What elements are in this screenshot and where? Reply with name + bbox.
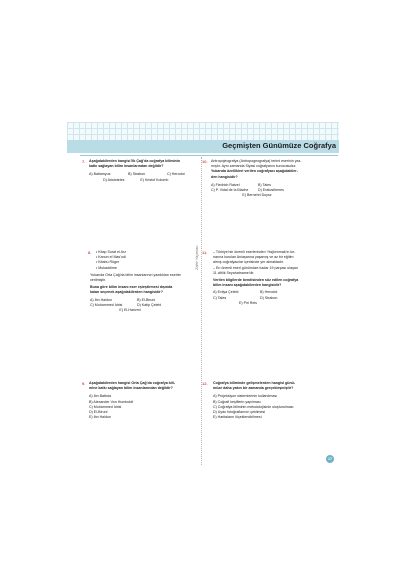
option-e[interactable]: E) El-Harizmi	[119, 308, 141, 313]
question-ask: bilim insanı aşağıdakilerden hangisidir?	[213, 283, 282, 288]
question-stem: Aşağıdakilerden hangisi İlk Çağ’da coğrafya biliminin	[89, 159, 181, 163]
list-item: • Kitap Surat el Arz	[96, 250, 127, 254]
option-a[interactable]: A) İbn Battuta	[89, 394, 111, 399]
question-text: mıştır. Aynı zamanda Siyasi coğrafyanın kurucusudur.	[211, 164, 297, 169]
question-number: 9.	[82, 381, 86, 386]
question-ask: Buna göre bilim insanı eser eşleştirmesi dışında	[90, 285, 173, 290]
question-12	[202, 381, 296, 420]
option-a[interactable]: A) Projeksiyon sistemlerinin kullanılması	[213, 394, 278, 399]
question-stem: mine katkı sağlayan bilim insanlarından değildir?	[89, 386, 173, 391]
bullet-text: almış coğrafyacılar içerisinde yer almaktadır.	[213, 260, 284, 265]
option-a[interactable]: A) İbn Haldun	[90, 297, 112, 302]
question-stem: katkı sağlayan bilim insanlarından değildir?	[89, 164, 164, 169]
option-a[interactable]: A) Fiedrich Ratzel	[211, 182, 240, 187]
bullet-text: narına kurulan Anlaşarına yaşamış ve az bir eğitim	[213, 255, 294, 260]
option-b[interactable]: B) Alexander Von Humboldt	[89, 399, 134, 404]
question-stem: Coğrafya biliminde gelişmelerden hangisi günü-	[213, 381, 296, 385]
question-7	[82, 159, 205, 183]
option-b[interactable]: B) Tales	[258, 182, 271, 187]
question-9	[82, 381, 176, 420]
publisher-label: Zafer Yayınları	[195, 245, 199, 270]
option-b[interactable]: B) Strabon	[128, 172, 146, 177]
option-b[interactable]: B) Coğrafi keşiflerin yapılması	[213, 399, 261, 404]
option-e[interactable]: E) Haritaların ölçeklendirilmesi	[213, 415, 262, 420]
option-a[interactable]: A) Evliya Çelebi	[213, 290, 239, 295]
option-d[interactable]: D) El-Biruni	[89, 410, 108, 415]
bullet-text: 11 ciltlik Seyahatname’dir.	[213, 270, 255, 275]
question-number: 11.	[202, 250, 208, 255]
header-rule	[80, 155, 338, 156]
question-ask: kalan seçenek aşağıdakilerden hangisidir?	[90, 290, 163, 295]
question-number: 8.	[88, 250, 92, 255]
option-b[interactable]: B) Herodot	[260, 290, 278, 295]
question-text: Antropojeografya (Antropogeografya) terimi eserinin yaz-	[211, 159, 302, 163]
list-item: • Mukaddime	[96, 265, 117, 270]
option-c[interactable]: C) P. Vidal de la Blache	[211, 188, 249, 193]
option-e[interactable]: E) İbn Haldun	[89, 415, 111, 420]
question-stem: Aşağıdakilerden hangisi Orta Çağ’da coğrafya bili-	[89, 381, 176, 385]
option-b[interactable]: B) El-Biruni	[137, 297, 156, 302]
question-ask: Verilen bilgilerde bendisinden söz edilen coğrafya	[213, 278, 299, 283]
question-ask: den hangisidir?	[211, 174, 238, 179]
question-ask: Yukarıda özellikleri verilen coğrafyacı aşağıdakiler-	[211, 169, 298, 174]
option-a[interactable]: A) Batlamyus	[89, 172, 111, 177]
question-text: verilmiştir.	[90, 278, 106, 283]
option-c[interactable]: C) Muhammed İdrisi	[90, 302, 123, 307]
option-c[interactable]: C) Coğrafya biliminin metodolojisinin oluşturulması	[213, 404, 294, 409]
column-divider	[201, 157, 202, 465]
option-e[interactable]: E) Piri Reis	[239, 300, 257, 305]
question-11	[202, 250, 306, 306]
bullet-text: – Türkiye’nin önemli eserlerinden ‘Hajlornmak’ın ke-	[213, 250, 296, 254]
option-d[interactable]: D) Aristoteles	[103, 177, 125, 182]
bullet-text: – En önemli eseri günümüze kadar 19 parçası ulaşan	[213, 265, 298, 270]
question-number: 10.	[202, 159, 208, 164]
option-d[interactable]: D) Uydu fotoğraflarının çekilmesi	[213, 410, 266, 415]
option-c[interactable]: C) Muhammed İdrisi	[89, 404, 122, 409]
question-number: 12.	[202, 381, 208, 386]
list-item: • Kitabu Rüger	[96, 260, 120, 265]
question-text: Yukarıda Orta Çağ’da bilim insanlarının yazdıkları eserler	[90, 272, 181, 277]
option-e[interactable]: E) Bernehri Duysz	[242, 193, 272, 198]
list-item: • Kanun el Mas’udi	[96, 255, 126, 260]
option-d[interactable]: D) Eratosthenes	[258, 188, 284, 193]
option-c[interactable]: C) Herodot	[167, 172, 185, 177]
option-c[interactable]: C) Tales	[213, 295, 227, 300]
option-e[interactable]: E) Kristof Kolomb	[140, 177, 169, 182]
page-number-badge: 17	[328, 457, 332, 461]
question-8	[88, 250, 183, 313]
option-d[interactable]: D) Strabon	[260, 295, 278, 300]
question-stem: müze daha yakın bir zamanda gerçekleşmiştir?	[213, 386, 294, 391]
option-d[interactable]: D) Katip Çelebi	[137, 302, 162, 307]
question-number: 7.	[82, 159, 86, 164]
question-10	[202, 159, 304, 198]
page-title: Geçmişten Günümüze Coğrafya	[222, 141, 336, 150]
